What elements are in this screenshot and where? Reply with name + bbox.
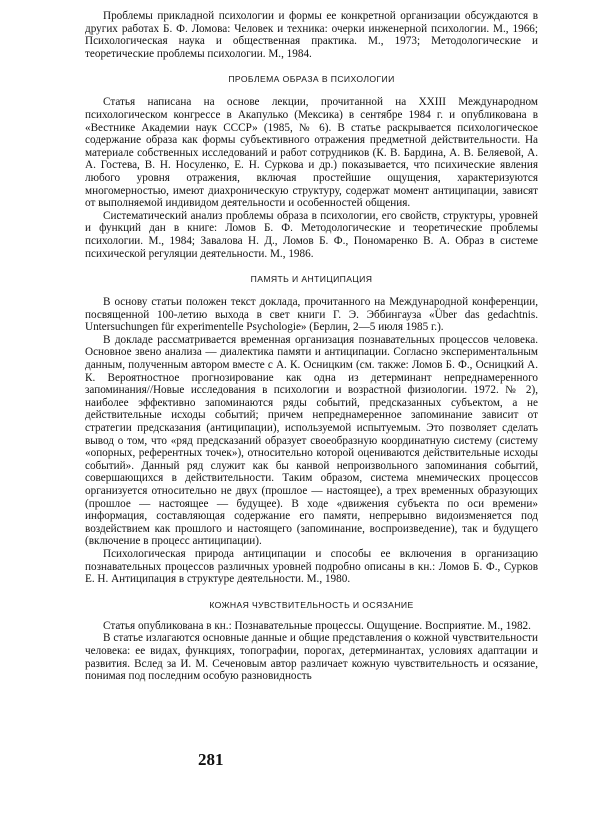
page-number: 281: [198, 750, 224, 769]
section-heading-memory-anticipation: ПАМЯТЬ И АНТИЦИПАЦИЯ: [250, 274, 373, 285]
section-heading-image-problem: ПРОБЛЕМА ОБРАЗА В ПСИХОЛОГИИ: [228, 74, 395, 85]
paragraph: В основу статьи положен текст доклада, прочитанного на Международной конференции, посвященной 100-летию выхода в свет книги Г. Э. Эббингауза «Über das gedachtnis. Untersuchungen für experimentelle Psychologie» (Берлин, 2—5 июля 1985 г.).: [85, 296, 538, 334]
section-memory-anticipation: [85, 296, 538, 586]
paragraph: Систематический анализ проблемы образа в психологии, его свойств, структуры, уровней и функций дан в книге: Ломов Б. Ф. Методологические и теоретические проблемы психологии. М., 1984; Завалова Н. Д., Ломов Б. Ф., Пономаренко В. А. Образ в системе психической регуляции деятельности. М., 1986.: [85, 209, 538, 260]
paragraph: Статья написана на основе лекции, прочитанной на XXIII Международном психологическом конгрессе в Акапулько (Мексика) в сентябре 1984 г. и опубликована в «Вестнике Академии наук СССР» (1985, № 6). В статье раскрывается психологическое содержание образа как формы субъективного отражения предметной действительности. На материале собственных исследований и работ сотрудников (К. В. Бардина, А. В. Беляевой, А. А. Гостева, В. Н. Носуленко, Е. Н. Суркова и др.) показывается, что психические явления любого уровня отражения, включая простейшие ощущения, характеризуются многомерностью, имеют диахроническую структуру, содержат момент антиципации, зависят от выполняемой индивидом деятельности и особенностей общения.: [85, 96, 538, 210]
paragraph: В статье излагаются основные данные и общие представления о кожной чувствительности человека: ее видах, функциях, топографии, порогах, детерминантах, условиях адаптации и развития. Вслед за И. М. Сеченовым автор различает кожную чувствительность и осязание, понимая под последним особую разновидность: [85, 632, 538, 683]
intro-paragraph: Проблемы прикладной психологии и формы ее конкретной организации обсуждаются в других работах Б. Ф. Ломова: Человек и техника: очерки инженерной психологии. М., 1966; Психологическая наука и общественная практика. М., 1973; Методологические и теоретические проблемы психологии. М., 1984.: [85, 10, 538, 60]
section-image-problem: [85, 96, 538, 260]
paragraph: Статья опубликована в кн.: Познавательные процессы. Ощущение. Восприятие. М., 1982.: [103, 619, 531, 632]
section-heading-skin-sensitivity: КОЖНАЯ ЧУВСТВИТЕЛЬНОСТЬ И ОСЯЗАНИЕ: [209, 599, 414, 610]
intro-section: [85, 10, 538, 60]
paragraph: Психологическая природа антиципации и способы ее включения в организацию познавательных процессов различных уровней подробно описаны в кн.: Ломов Б. Ф., Сурков Е. Н. Антиципация в структуре деятельности. М., 1980.: [85, 547, 538, 586]
section-skin-sensitivity: [85, 620, 538, 683]
paragraph: В докладе рассматривается временная организация познавательных процессов человека. Основное звено анализа — диалектика памяти и антиципации. Согласно экспериментальным данным, полученным автором вместе с А. К. Осницким (см. также: Ломов Б. Ф., Осницкий А. К. Вероятностное прогнозирование как одна из детерминант непреднамеренного запоминания//Новые исследования в психологии и возрастной физиологии. 1972. № 2), наиболее эффективно запоминаются ряды событий, предсказанных субъектом, а не действительные исходы событий; причем непреднамеренное запоминание зависит от стратегии предсказания (антиципации), используемой испытуемым. Это позволяет сделать вывод о том, что «ряд предсказаний образует своеобразную координатную систему (систему «опорных, референтных точек»), относительно которой оцениваются действительные исходы событий». Данный ряд служит как бы канвой непроизвольного запоминания событий, совершающихся в действительности. Таким образом, система мнемических процессов организуется относительно не двух (прошлое — настоящее), а трех временных образующих (прошлое — настоящее — будущее). В ходе «движения субъекта по оси времени» информация, составляющая содержание его памяти, непрерывно видоизменяется под воздействием как прошлого и настоящего (запоминание, воспроизведение), так и будущего (включение в процесс антиципации).: [85, 333, 538, 548]
